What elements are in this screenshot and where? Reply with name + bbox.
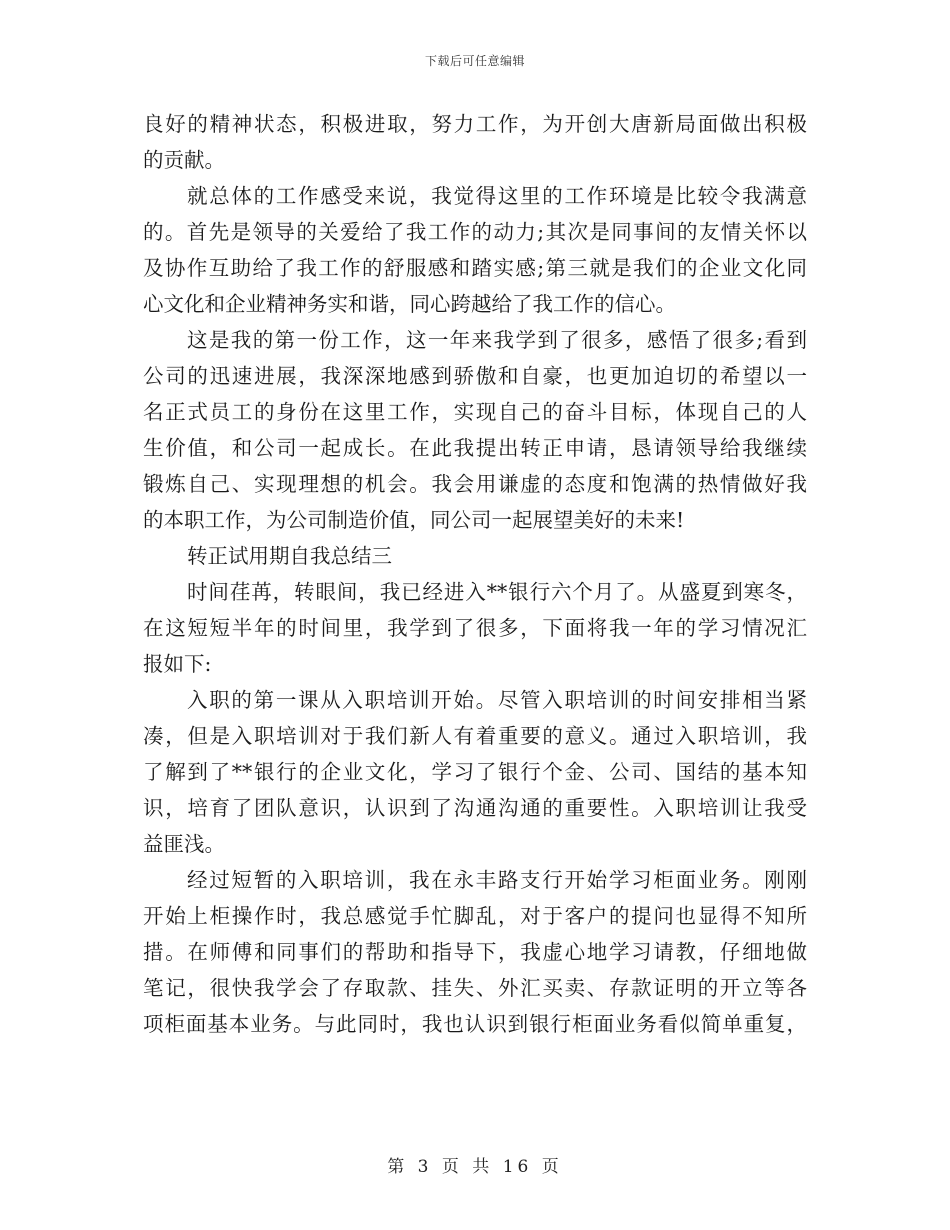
paragraph-line: 的本职工作，为公司制造价值，同公司一起展望美好的未来!	[143, 508, 685, 532]
paragraph-line: 了解到了**银行的企业文化，学习了银行个金、公司、国结的基本知	[143, 760, 807, 784]
paragraph-line: 项柜面基本业务。与此同时，我也认识到银行柜面业务看似简单重复，	[143, 1012, 807, 1036]
paragraph-line: 的。首先是领导的关爱给了我工作的动力;其次是同事间的友情关怀以	[143, 220, 807, 244]
paragraph-line: 笔记，很快我学会了存取款、挂失、外汇买卖、存款证明的开立等各	[143, 976, 807, 1000]
paragraph-line: 公司的迅速进展，我深深地感到骄傲和自豪，也更加迫切的希望以一	[143, 364, 807, 388]
paragraph-first-line: 经过短暂的入职培训，我在永丰路支行开始学习柜面业务。刚刚	[187, 868, 807, 892]
paragraph-line: 名正式员工的身份在这里工作，实现自己的奋斗目标，体现自己的人	[143, 400, 807, 424]
paragraph-first-line: 转正试用期自我总结三	[187, 544, 392, 568]
paragraph-first-line: 时间荏苒，转眼间，我已经进入**银行六个月了。从盛夏到寒冬，	[187, 580, 807, 604]
paragraph-first-line: 这是我的第一份工作，这一年来我学到了很多，感悟了很多;看到	[187, 328, 807, 352]
paragraph-line: 生价值，和公司一起成长。在此我提出转正申请，恳请领导给我继续	[143, 436, 807, 460]
paragraph-line: 识，培育了团队意识，认识到了沟通沟通的重要性。入职培训让我受	[143, 796, 807, 820]
paragraph-line: 益匪浅。	[143, 832, 225, 856]
paragraph-first-line: 就总体的工作感受来说，我觉得这里的工作环境是比较令我满意	[187, 184, 807, 208]
paragraph-line: 及协作互助给了我工作的舒服感和踏实感;第三就是我们的企业文化同	[143, 256, 807, 280]
paragraph-line: 的贡献。	[143, 148, 225, 172]
paragraph-first-line: 入职的第一课从入职培训开始。尽管入职培训的时间安排相当紧	[187, 688, 807, 712]
page-header: 下载后可任意编辑	[424, 54, 525, 68]
paragraph-line: 在这短短半年的时间里，我学到了很多，下面将我一年的学习情况汇	[143, 616, 807, 640]
paragraph-line: 报如下:	[143, 652, 212, 676]
paragraph-line: 措。在师傅和同事们的帮助和指导下，我虚心地学习请教，仔细地做	[143, 940, 807, 964]
paragraph-line: 开始上柜操作时，我总感觉手忙脚乱，对于客户的提问也显得不知所	[143, 904, 807, 928]
paragraph-line: 凑，但是入职培训对于我们新人有着重要的意义。通过入职培训，我	[143, 724, 807, 748]
paragraph-line: 锻炼自己、实现理想的机会。我会用谦虚的态度和饱满的热情做好我	[143, 472, 807, 496]
page-number-footer: 第 3 页 共 16 页	[387, 1157, 563, 1177]
paragraph-line: 心文化和企业精神务实和谐，同心跨越给了我工作的信心。	[143, 292, 676, 316]
paragraph-line: 良好的精神状态，积极进取，努力工作，为开创大唐新局面做出积极	[143, 112, 807, 136]
document-body	[143, 106, 807, 1042]
